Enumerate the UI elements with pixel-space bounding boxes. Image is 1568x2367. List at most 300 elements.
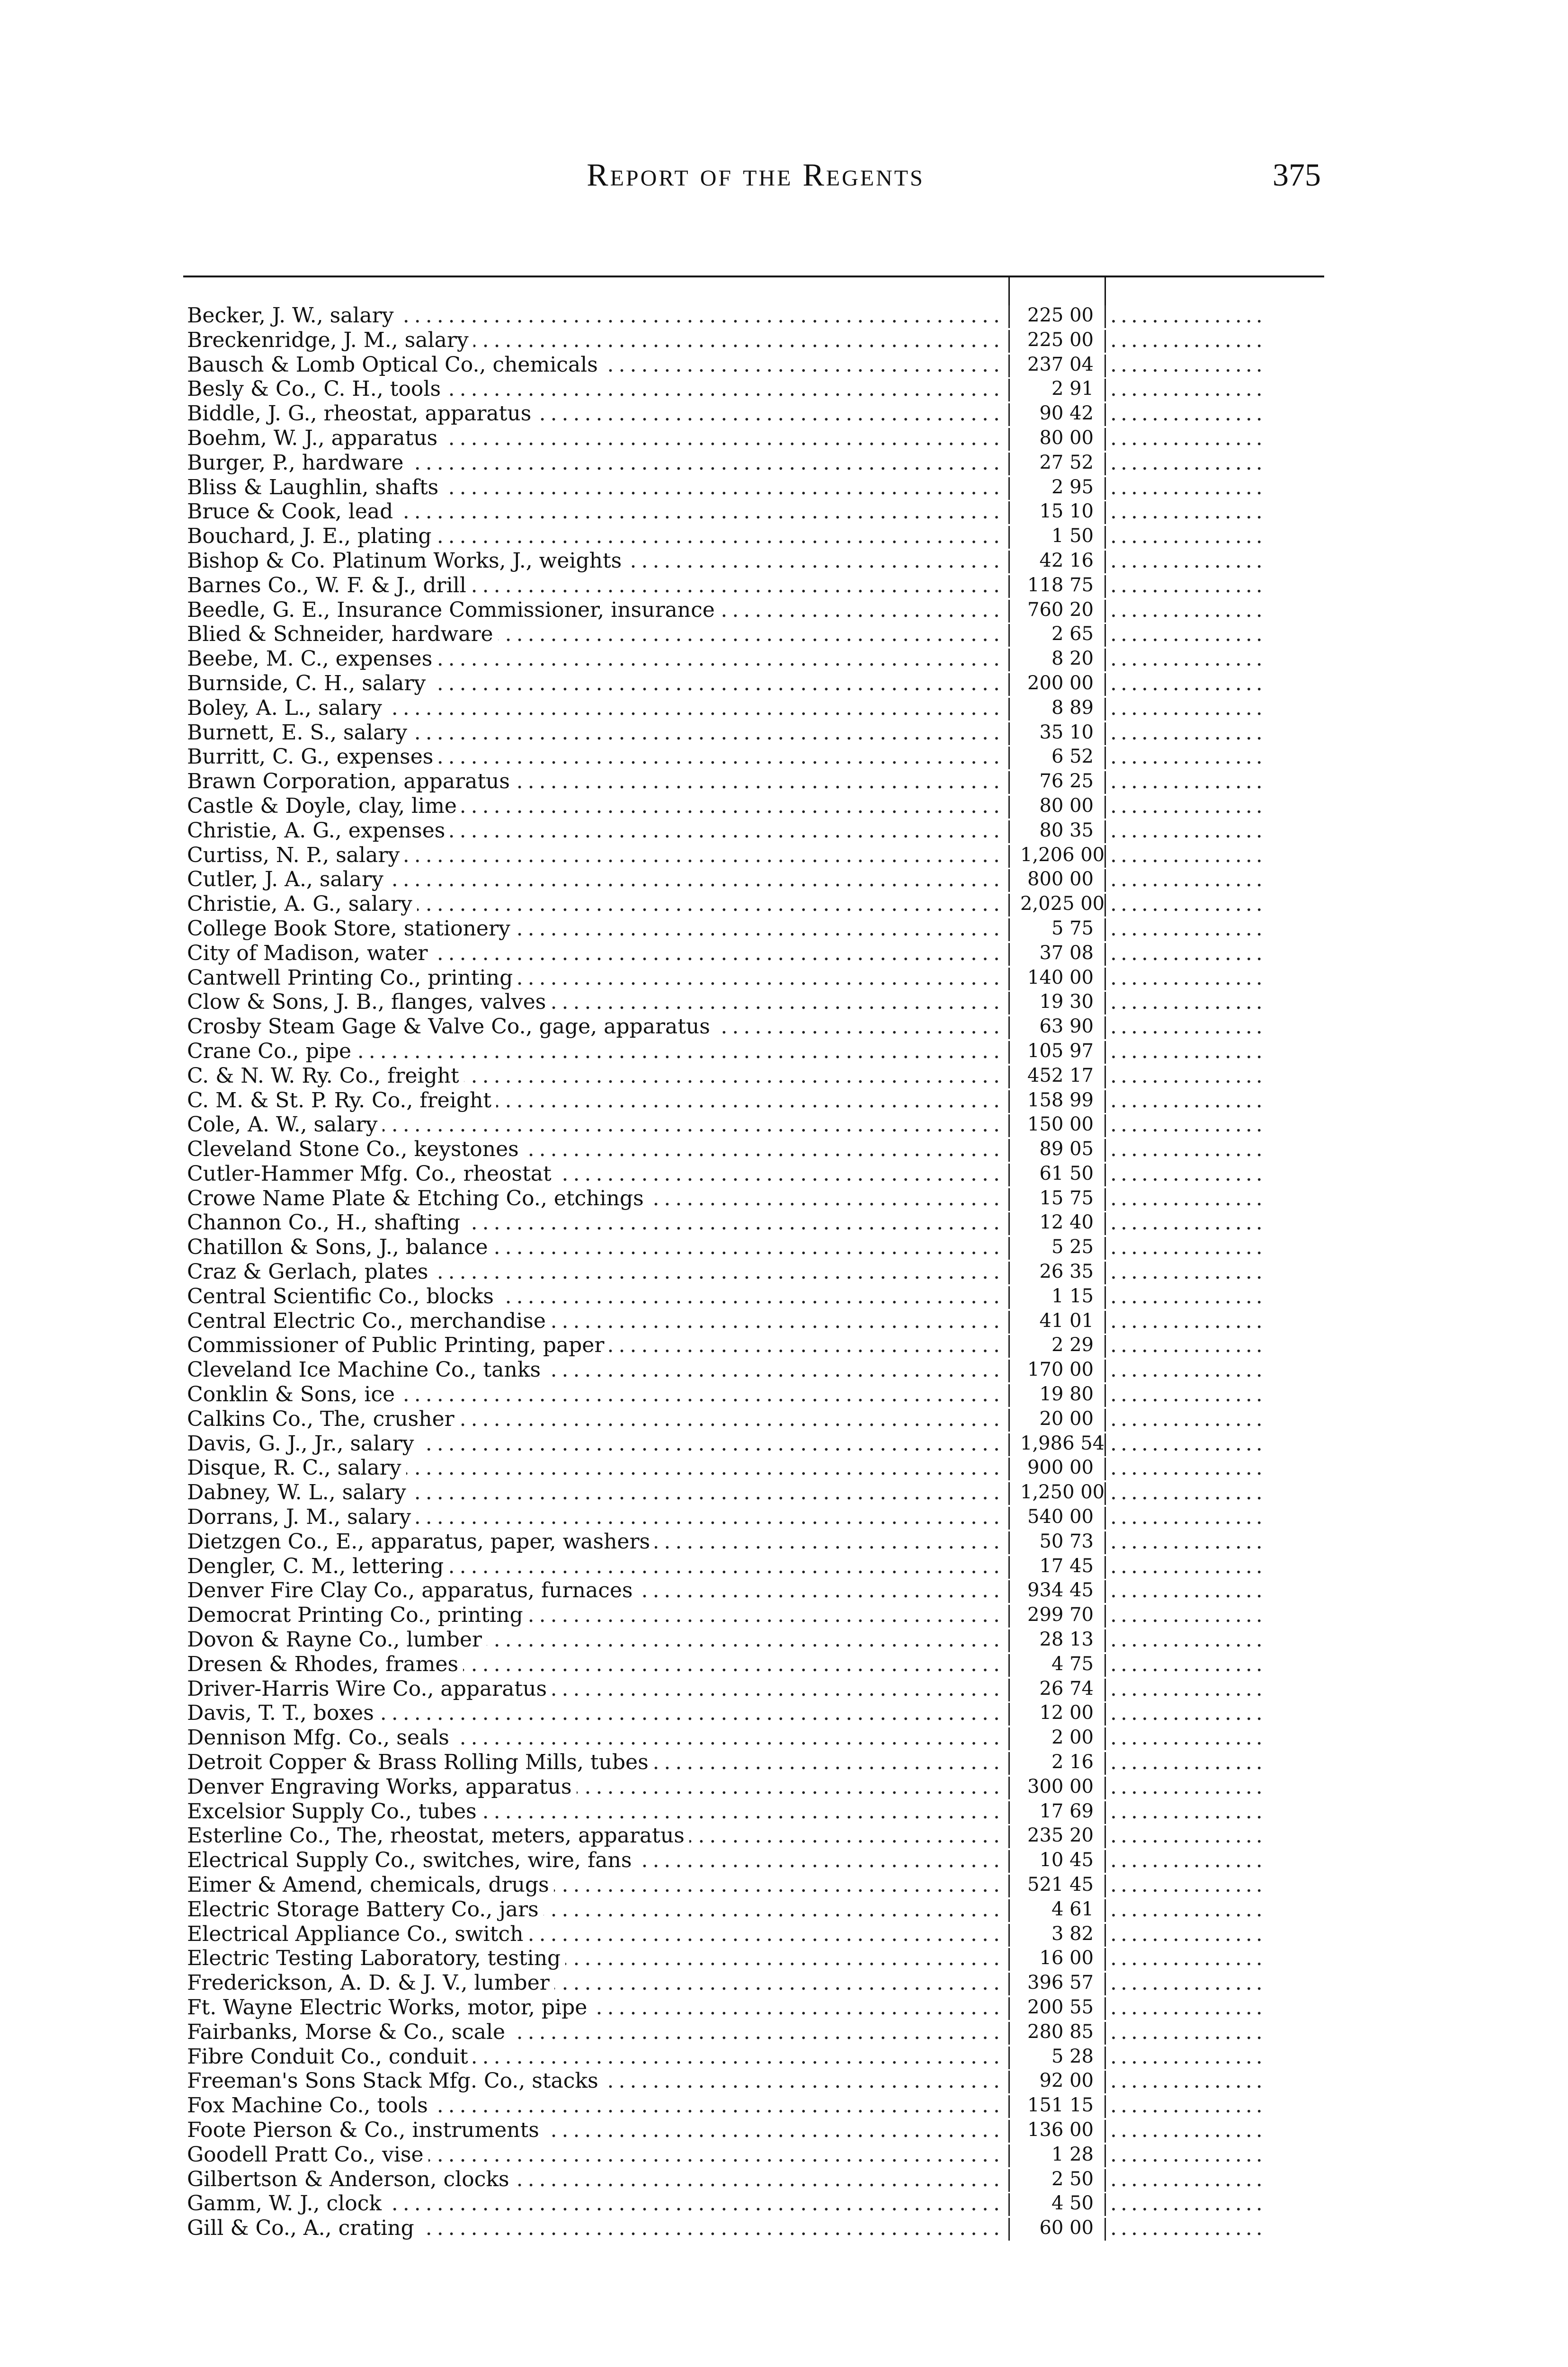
entry-description (187, 1382, 1005, 1407)
column-rule (1008, 2218, 1010, 2241)
entry-amount: 2 95 (1051, 476, 1094, 498)
column-rule (1008, 1164, 1010, 1186)
column-rule (1008, 1654, 1010, 1677)
empty-column-fill: ............... (1110, 2216, 1266, 2241)
entry-description (187, 1652, 1005, 1677)
ledger-row (187, 745, 1323, 769)
ledger-row (187, 1677, 1323, 1701)
entry-name: Electric Testing Laboratory, testing (187, 1946, 565, 1970)
column-rule (1008, 1016, 1010, 1039)
ledger-row (187, 1260, 1323, 1284)
entry-name: Bausch & Lomb Optical Co., chemicals (187, 353, 603, 377)
entry-amount: 105 97 (1027, 1040, 1094, 1062)
column-rule (1105, 2071, 1106, 2093)
ledger-row (187, 2143, 1323, 2167)
entry-amount: 1 28 (1051, 2143, 1094, 2165)
column-rule (1008, 1212, 1010, 1235)
ledger-table (187, 303, 1323, 2241)
ledger-row (187, 671, 1323, 696)
entry-description (187, 401, 1005, 426)
entry-name: Burnside, C. H., salary (187, 671, 430, 695)
empty-column-fill: ............... (1110, 793, 1266, 818)
entry-description (187, 1578, 1005, 1603)
ledger-row (187, 696, 1323, 721)
entry-description (187, 917, 1005, 941)
entry-description (187, 328, 1005, 353)
entry-amount: 15 75 (1039, 1187, 1094, 1209)
column-rule (1008, 1066, 1010, 1088)
column-rule (1105, 2120, 1106, 2143)
entry-name: C. M. & St. P. Ry. Co., freight (187, 1088, 496, 1112)
entry-name: Central Electric Co., merchandise (187, 1309, 551, 1333)
column-rule (1008, 330, 1010, 353)
ledger-row (187, 941, 1323, 966)
entry-amount: 225 00 (1027, 329, 1094, 351)
column-rule (1008, 1433, 1010, 1456)
column-rule (1105, 1335, 1106, 1358)
entry-name: Dengler, C. M., lettering (187, 1554, 448, 1578)
column-rule (1008, 1777, 1010, 1799)
entry-amount: 4 61 (1051, 1898, 1094, 1920)
entry-description (187, 745, 1005, 769)
empty-column-fill: ............... (1110, 1946, 1266, 1971)
ledger-row (187, 1750, 1323, 1775)
entry-amount: 20 00 (1039, 1407, 1094, 1430)
entry-description (187, 1162, 1005, 1186)
column-rule (1105, 1458, 1106, 1480)
column-rule (1008, 1875, 1010, 1897)
empty-column-fill: ............... (1110, 1358, 1266, 1382)
column-rule (1008, 403, 1010, 426)
entry-description (187, 1726, 1005, 1750)
empty-column-fill: ............... (1110, 1922, 1266, 1946)
entry-description (187, 1432, 1005, 1456)
entry-amount: 200 55 (1027, 1996, 1094, 2018)
entry-name: Brawn Corporation, apparatus (187, 769, 515, 793)
empty-column-fill: ............... (1110, 573, 1266, 597)
entry-amount: 300 00 (1027, 1775, 1094, 1797)
entry-description (187, 769, 1005, 794)
entry-description (187, 1530, 1005, 1554)
empty-column-fill: ............... (1110, 1971, 1266, 1995)
entry-name: Denver Engraving Works, apparatus (187, 1775, 577, 1799)
entry-amount: 5 75 (1051, 917, 1094, 939)
column-rule (1105, 1973, 1106, 1995)
empty-column-fill: ............... (1110, 1308, 1266, 1333)
ledger-row (187, 647, 1323, 671)
empty-column-fill: ............... (1110, 2191, 1266, 2216)
ledger-row (187, 2118, 1323, 2143)
column-rule (1105, 575, 1106, 598)
column-rule (1105, 428, 1106, 451)
entry-amount: 80 35 (1039, 819, 1094, 841)
entry-name: Clow & Sons, J. B., flanges, valves (187, 990, 551, 1014)
column-rule (1105, 1801, 1106, 1824)
entry-amount: 42 16 (1039, 549, 1094, 571)
entry-name: Beedle, G. E., Insurance Commissioner, insurance (187, 598, 720, 622)
column-rule (1105, 1556, 1106, 1579)
entry-name: Davis, T. T., boxes (187, 1701, 379, 1725)
column-rule (1008, 1924, 1010, 1947)
column-rule (1008, 1899, 1010, 1922)
column-rule (1008, 453, 1010, 475)
ledger-row (187, 2020, 1323, 2045)
column-rule (1105, 1850, 1106, 1873)
column-rule (1008, 1286, 1010, 1309)
column-rule (1105, 1164, 1106, 1186)
empty-column-fill: ............... (1110, 401, 1266, 426)
empty-column-fill: ............... (1110, 1161, 1266, 1186)
column-rule (1008, 1237, 1010, 1260)
column-rule (1105, 453, 1106, 475)
column-rule (1105, 1433, 1106, 1456)
entry-name: Gamm, W. J., clock (187, 2191, 386, 2216)
empty-column-fill: ............... (1110, 1554, 1266, 1578)
entry-name: Electric Storage Battery Co., jars (187, 1897, 543, 1922)
entry-name: Esterline Co., The, rheostat, meters, apparatus (187, 1824, 689, 1848)
empty-column-fill: ............... (1110, 1431, 1266, 1456)
ledger-row (187, 2069, 1323, 2093)
entry-name: Freeman's Sons Stack Mfg. Co., stacks (187, 2069, 603, 2093)
entry-name: Davis, G. J., Jr., salary (187, 1432, 419, 1456)
entry-description (187, 2020, 1005, 2045)
entry-amount: 521 45 (1027, 1874, 1094, 1895)
ledger-row (187, 990, 1323, 1014)
empty-column-fill: ............... (1110, 965, 1266, 990)
ledger-row (187, 549, 1323, 573)
entry-name: Cutler, J. A., salary (187, 867, 388, 891)
entry-amount: 35 10 (1039, 721, 1094, 743)
entry-name: Breckenridge, J. M., salary (187, 328, 473, 352)
column-rule (1105, 1752, 1106, 1775)
entry-description (187, 721, 1005, 745)
empty-column-fill: ............... (1110, 1750, 1266, 1775)
ledger-row (187, 1799, 1323, 1824)
empty-column-fill: ............... (1110, 2069, 1266, 2093)
empty-column-fill: ............... (1110, 1112, 1266, 1137)
ledger-row (187, 1407, 1323, 1432)
entry-name: Boley, A. L., salary (187, 696, 387, 720)
empty-column-fill: ............... (1110, 695, 1266, 720)
entry-name: Electrical Supply Co., switches, wire, fans (187, 1848, 636, 1872)
entry-amount: 4 75 (1051, 1653, 1094, 1675)
entry-description (187, 1480, 1005, 1505)
column-rule (1008, 845, 1010, 868)
ledger-row (187, 1726, 1323, 1750)
entry-description (187, 867, 1005, 892)
column-rule (1105, 403, 1106, 426)
entry-amount: 50 73 (1039, 1530, 1094, 1552)
entry-name: Curtiss, N. P., salary (187, 843, 404, 867)
column-rule (1105, 1409, 1106, 1432)
entry-name: Crowe Name Plate & Etching Co., etchings (187, 1186, 649, 1210)
entry-name: Central Scientific Co., blocks (187, 1284, 499, 1308)
column-rule (1105, 305, 1106, 328)
entry-name: Christie, A. G., expenses (187, 819, 450, 843)
entry-description (187, 1946, 1005, 1971)
empty-column-fill: ............... (1110, 1063, 1266, 1088)
page-title: Report of the Regents (587, 157, 925, 193)
entry-name: Eimer & Amend, chemicals, drugs (187, 1873, 554, 1897)
column-rule (1105, 722, 1106, 745)
entry-description (187, 1064, 1005, 1088)
entry-amount: 118 75 (1027, 574, 1094, 596)
entry-description (187, 1309, 1005, 1334)
column-rule (1008, 1482, 1010, 1505)
entry-amount: 5 25 (1051, 1236, 1094, 1258)
column-rule (1008, 477, 1010, 500)
ledger-row (187, 451, 1323, 475)
column-rule (1008, 1531, 1010, 1554)
entry-amount: 225 00 (1027, 304, 1094, 326)
entry-amount: 19 30 (1039, 991, 1094, 1013)
column-rule (1008, 2145, 1010, 2167)
entry-amount: 235 20 (1027, 1824, 1094, 1847)
ledger-row (187, 1137, 1323, 1162)
entry-description (187, 990, 1005, 1014)
entry-name: Chatillon & Sons, J., balance (187, 1235, 493, 1259)
empty-column-fill: ............... (1110, 426, 1266, 450)
entry-description (187, 1603, 1005, 1628)
empty-column-fill: ............... (1110, 377, 1266, 401)
column-rule (1105, 1654, 1106, 1677)
column-rule (1105, 1679, 1106, 1701)
entry-amount: 1,986 54 (1020, 1432, 1105, 1454)
column-rule (1008, 1605, 1010, 1628)
entry-name: Gill & Co., A., crating (187, 2216, 419, 2240)
entry-amount: 140 00 (1027, 966, 1094, 988)
column-rule (1105, 771, 1106, 794)
ledger-row (187, 1039, 1323, 1064)
entry-amount: 26 35 (1039, 1261, 1094, 1283)
empty-column-fill: ............... (1110, 1235, 1266, 1260)
column-rule (1105, 501, 1106, 524)
column-rule (1008, 747, 1010, 769)
entry-description (187, 2143, 1005, 2167)
column-rule (1105, 1090, 1106, 1113)
empty-column-fill: ............... (1110, 352, 1266, 377)
empty-column-fill: ............... (1110, 1873, 1266, 1897)
entry-description (187, 2191, 1005, 2216)
column-rule (1008, 2047, 1010, 2069)
entry-description (187, 819, 1005, 843)
column-rule (1008, 600, 1010, 623)
entry-description (187, 2045, 1005, 2069)
column-rule (1105, 747, 1106, 769)
entry-description (187, 353, 1005, 377)
column-rule (1008, 379, 1010, 401)
column-rule (1105, 1286, 1106, 1309)
column-rule (1008, 2193, 1010, 2216)
entry-amount: 760 20 (1027, 598, 1094, 621)
entry-name: Beebe, M. C., expenses (187, 647, 437, 671)
ledger-row (187, 524, 1323, 549)
column-rule (1008, 501, 1010, 524)
entry-description (187, 2118, 1005, 2143)
column-rule (1008, 820, 1010, 843)
entry-description (187, 598, 1005, 623)
empty-column-fill: ............... (1110, 1578, 1266, 1603)
entry-name: Fairbanks, Morse & Co., scale (187, 2020, 510, 2044)
entry-description (187, 426, 1005, 451)
empty-column-fill: ............... (1110, 1260, 1266, 1284)
column-rule (1105, 379, 1106, 401)
entry-amount: 10 45 (1039, 1849, 1094, 1871)
column-rule (1008, 1727, 1010, 1750)
column-rule (1105, 1212, 1106, 1235)
ledger-row (187, 721, 1323, 745)
entry-amount: 8 20 (1051, 648, 1094, 670)
empty-column-fill: ............... (1110, 867, 1266, 892)
entry-amount: 1,206 00 (1020, 844, 1105, 866)
column-rule (1008, 1041, 1010, 1064)
entry-amount: 2 16 (1051, 1751, 1094, 1773)
ledger-row (187, 1628, 1323, 1652)
column-divider (1008, 277, 1010, 306)
entry-description (187, 1873, 1005, 1897)
empty-column-fill: ............... (1110, 597, 1266, 622)
ledger-row (187, 475, 1323, 500)
entry-name: Burger, P., hardware (187, 451, 408, 475)
ledger-row (187, 1382, 1323, 1407)
entry-name: Craz & Gerlach, plates (187, 1260, 433, 1284)
column-rule (1105, 1507, 1106, 1530)
empty-column-fill: ............... (1110, 622, 1266, 647)
empty-column-fill: ............... (1110, 1284, 1266, 1308)
empty-column-fill: ............... (1110, 916, 1266, 941)
column-rule (1105, 1899, 1106, 1922)
entry-amount: 299 70 (1027, 1604, 1094, 1626)
column-rule (1008, 1973, 1010, 1995)
column-rule (1008, 624, 1010, 647)
entry-amount: 15 10 (1039, 500, 1094, 523)
column-rule (1008, 2022, 1010, 2045)
entry-amount: 396 57 (1027, 1972, 1094, 1994)
column-rule (1008, 649, 1010, 671)
entry-name: Cleveland Stone Co., keystones (187, 1137, 524, 1161)
ledger-row (187, 1162, 1323, 1186)
entry-amount: 27 52 (1039, 451, 1094, 473)
entry-name: Detroit Copper & Brass Rolling Mills, tubes (187, 1750, 653, 1774)
entry-description (187, 892, 1005, 917)
entry-description (187, 966, 1005, 990)
ledger-row (187, 1652, 1323, 1677)
empty-column-fill: ............... (1110, 524, 1266, 549)
entry-description (187, 696, 1005, 721)
entry-amount: 452 17 (1027, 1064, 1094, 1086)
column-rule (1008, 551, 1010, 573)
column-rule (1105, 1727, 1106, 1750)
entry-description (187, 2093, 1005, 2118)
ledger-row (187, 1456, 1323, 1480)
empty-column-fill: ............... (1110, 647, 1266, 671)
empty-column-fill: ............... (1110, 1382, 1266, 1407)
entry-description (187, 794, 1005, 819)
column-rule (1008, 796, 1010, 819)
entry-name: Channon Co., H., shafting (187, 1210, 465, 1235)
ledger-row (187, 966, 1323, 990)
entry-name: Bishop & Co. Platinum Works, J., weights (187, 549, 626, 573)
empty-column-fill: ............... (1110, 1701, 1266, 1726)
empty-column-fill: ............... (1110, 2044, 1266, 2069)
column-rule (1008, 1948, 1010, 1971)
entry-amount: 28 13 (1039, 1628, 1094, 1651)
column-rule (1105, 1016, 1106, 1039)
entry-amount: 80 00 (1039, 794, 1094, 817)
column-rule (1105, 1482, 1106, 1505)
empty-column-fill: ............... (1110, 720, 1266, 745)
ledger-row (187, 892, 1323, 917)
entry-description (187, 303, 1005, 328)
entry-description (187, 2069, 1005, 2093)
column-rule (1008, 1458, 1010, 1480)
ledger-row (187, 2093, 1323, 2118)
ledger-row (187, 377, 1323, 401)
empty-column-fill: ............... (1110, 1529, 1266, 1554)
column-rule (1105, 894, 1106, 917)
entry-amount: 89 05 (1039, 1138, 1094, 1160)
entry-amount: 1 50 (1051, 525, 1094, 547)
empty-column-fill: ............... (1110, 843, 1266, 867)
column-rule (1105, 1825, 1106, 1848)
entry-amount: 151 15 (1027, 2094, 1094, 2117)
ledger-row (187, 1480, 1323, 1505)
entry-description (187, 1039, 1005, 1064)
entry-amount: 2,025 00 (1020, 893, 1105, 915)
empty-column-fill: ............... (1110, 303, 1266, 328)
column-rule (1105, 526, 1106, 549)
empty-column-fill: ............... (1110, 1456, 1266, 1480)
entry-amount: 63 90 (1039, 1015, 1094, 1038)
entry-name: Cantwell Printing Co., printing (187, 966, 517, 990)
column-rule (1008, 1629, 1010, 1652)
entry-description (187, 941, 1005, 966)
ledger-row (187, 1210, 1323, 1235)
ledger-row (187, 1971, 1323, 1995)
column-rule (1105, 2169, 1106, 2192)
empty-column-fill: ............... (1110, 1505, 1266, 1530)
entry-name: City of Madison, water (187, 941, 433, 965)
entry-description (187, 1235, 1005, 1260)
entry-name: College Book Store, stationery (187, 917, 515, 941)
empty-column-fill: ............... (1110, 769, 1266, 794)
ledger-row (187, 401, 1323, 426)
column-rule (1105, 2145, 1106, 2167)
entry-description (187, 1677, 1005, 1701)
column-rule (1008, 1090, 1010, 1113)
entry-amount: 6 52 (1051, 746, 1094, 768)
column-rule (1105, 1531, 1106, 1554)
column-rule (1008, 1139, 1010, 1162)
ledger-row (187, 867, 1323, 892)
column-rule (1105, 943, 1106, 966)
entry-name: Crane Co., pipe (187, 1039, 356, 1063)
column-rule (1105, 1605, 1106, 1628)
entry-name: Foote Pierson & Co., instruments (187, 2118, 544, 2142)
entry-description (187, 1456, 1005, 1480)
entry-name: Electrical Appliance Co., switch (187, 1922, 528, 1946)
entry-name: Cole, A. W., salary (187, 1112, 383, 1137)
column-rule (1105, 918, 1106, 941)
column-rule (1105, 1924, 1106, 1947)
ledger-row (187, 426, 1323, 451)
ledger-row (187, 1873, 1323, 1897)
column-rule (1105, 2022, 1106, 2045)
entry-description (187, 1505, 1005, 1530)
empty-column-fill: ............... (1110, 1774, 1266, 1799)
column-rule (1008, 2095, 1010, 2118)
empty-column-fill: ............... (1110, 548, 1266, 573)
